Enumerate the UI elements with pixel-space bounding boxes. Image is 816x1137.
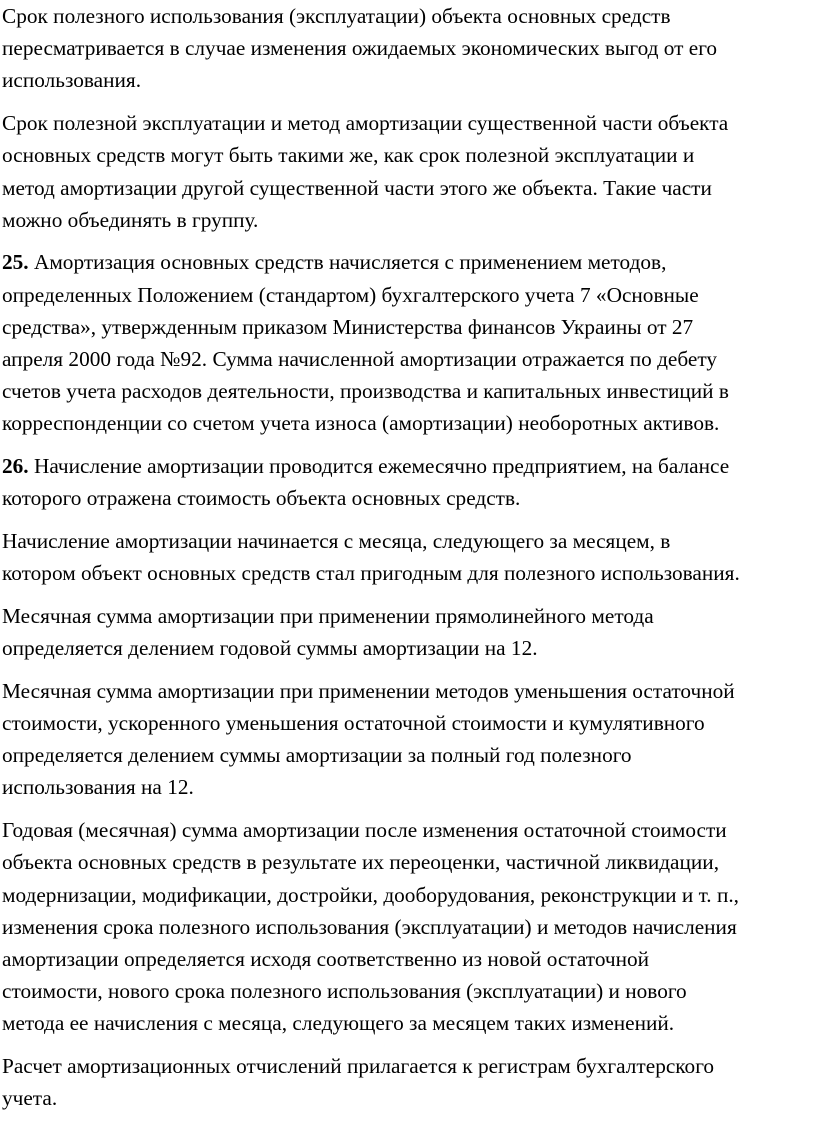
paragraph-line: использования на 12. xyxy=(2,775,194,800)
paragraph-line: счетов учета расходов деятельности, производства и капитальных инвестиций в xyxy=(2,379,729,404)
paragraph-line: определенных Положением (стандартом) бухгалтерского учета 7 «Основные xyxy=(2,282,699,307)
paragraph-7 xyxy=(2,675,816,804)
paragraph-line: Срок полезного использования (эксплуатации) объекта основных средств xyxy=(2,4,671,28)
paragraph-line: изменения срока полезного использования (эксплуатации) и методов начисления xyxy=(2,914,737,939)
paragraph-line: Месячная сумма амортизации при применении методов уменьшения остаточной xyxy=(2,678,735,703)
paragraph-line: можно объединять в группу. xyxy=(2,207,259,232)
paragraph-line: средства», утвержденным приказом Министерства финансов Украины от 27 xyxy=(2,314,694,339)
section-number: 26. xyxy=(2,454,29,479)
paragraph-line-text: Начисление амортизации проводится ежемесячно предприятием, на балансе xyxy=(28,454,730,479)
paragraph-line: модернизации, модификации, достройки, дооборудования, реконструкции и т. п., xyxy=(2,882,739,907)
paragraph-line: пересматривается в случае изменения ожидаемых экономических выгод от его xyxy=(2,36,718,61)
paragraph-line: которого отражена стоимость объекта основных средств. xyxy=(2,486,521,511)
paragraph-line xyxy=(2,246,816,278)
paragraph-9 xyxy=(2,1050,816,1114)
paragraph-line: Годовая (месячная) сумма амортизации после изменения остаточной стоимости xyxy=(2,818,727,843)
paragraph-26 xyxy=(2,450,816,514)
paragraph-line: амортизации определяется исходя соответственно из новой остаточной xyxy=(2,946,650,971)
paragraph-line: стоимости, ускоренного уменьшения остаточной стоимости и кумулятивного xyxy=(2,711,705,736)
paragraph-line: Расчет амортизационных отчислений прилагается к регистрам бухгалтерского xyxy=(2,1054,715,1079)
paragraph-2 xyxy=(2,107,816,236)
paragraph-line: Месячная сумма амортизации при применении прямолинейного метода xyxy=(2,603,654,628)
paragraph-5 xyxy=(2,525,816,589)
paragraph-line: учета. xyxy=(2,1086,58,1111)
paragraph-8 xyxy=(2,814,816,1039)
paragraph-1 xyxy=(2,0,816,97)
paragraph-line: определяется делением годовой суммы амортизации на 12. xyxy=(2,636,538,661)
paragraph-line: основных средств могут быть такими же, как срок полезной эксплуатации и xyxy=(2,143,695,168)
paragraph-line: метод амортизации другой существенной части этого же объекта. Такие части xyxy=(2,175,712,200)
paragraph-25 xyxy=(2,246,816,439)
paragraph-6 xyxy=(2,600,816,664)
paragraph-line: определяется делением суммы амортизации за полный год полезного xyxy=(2,743,632,768)
paragraph-line: корреспонденции со счетом учета износа (амортизации) необоротных активов. xyxy=(2,411,720,436)
paragraph-line xyxy=(2,450,816,482)
paragraph-line: Начисление амортизации начинается с месяца, следующего за месяцем, в xyxy=(2,529,671,554)
section-number: 25. xyxy=(2,250,29,275)
paragraph-line-text: Амортизация основных средств начисляется с применением методов, xyxy=(28,250,667,275)
paragraph-line: котором объект основных средств стал пригодным для полезного использования. xyxy=(2,561,740,586)
paragraph-line: апреля 2000 года №92. Сумма начисленной амортизации отражается по дебету xyxy=(2,347,718,372)
paragraph-line: метода ее начисления с месяца, следующего за месяцем таких изменений. xyxy=(2,1011,675,1036)
paragraph-line: объекта основных средств в результате их переоценки, частичной ликвидации, xyxy=(2,850,720,875)
paragraph-line: использования. xyxy=(2,68,142,93)
paragraph-line: стоимости, нового срока полезного использования (эксплуатации) и нового xyxy=(2,979,687,1004)
paragraph-line: Срок полезной эксплуатации и метод амортизации существенной части объекта xyxy=(2,111,729,136)
